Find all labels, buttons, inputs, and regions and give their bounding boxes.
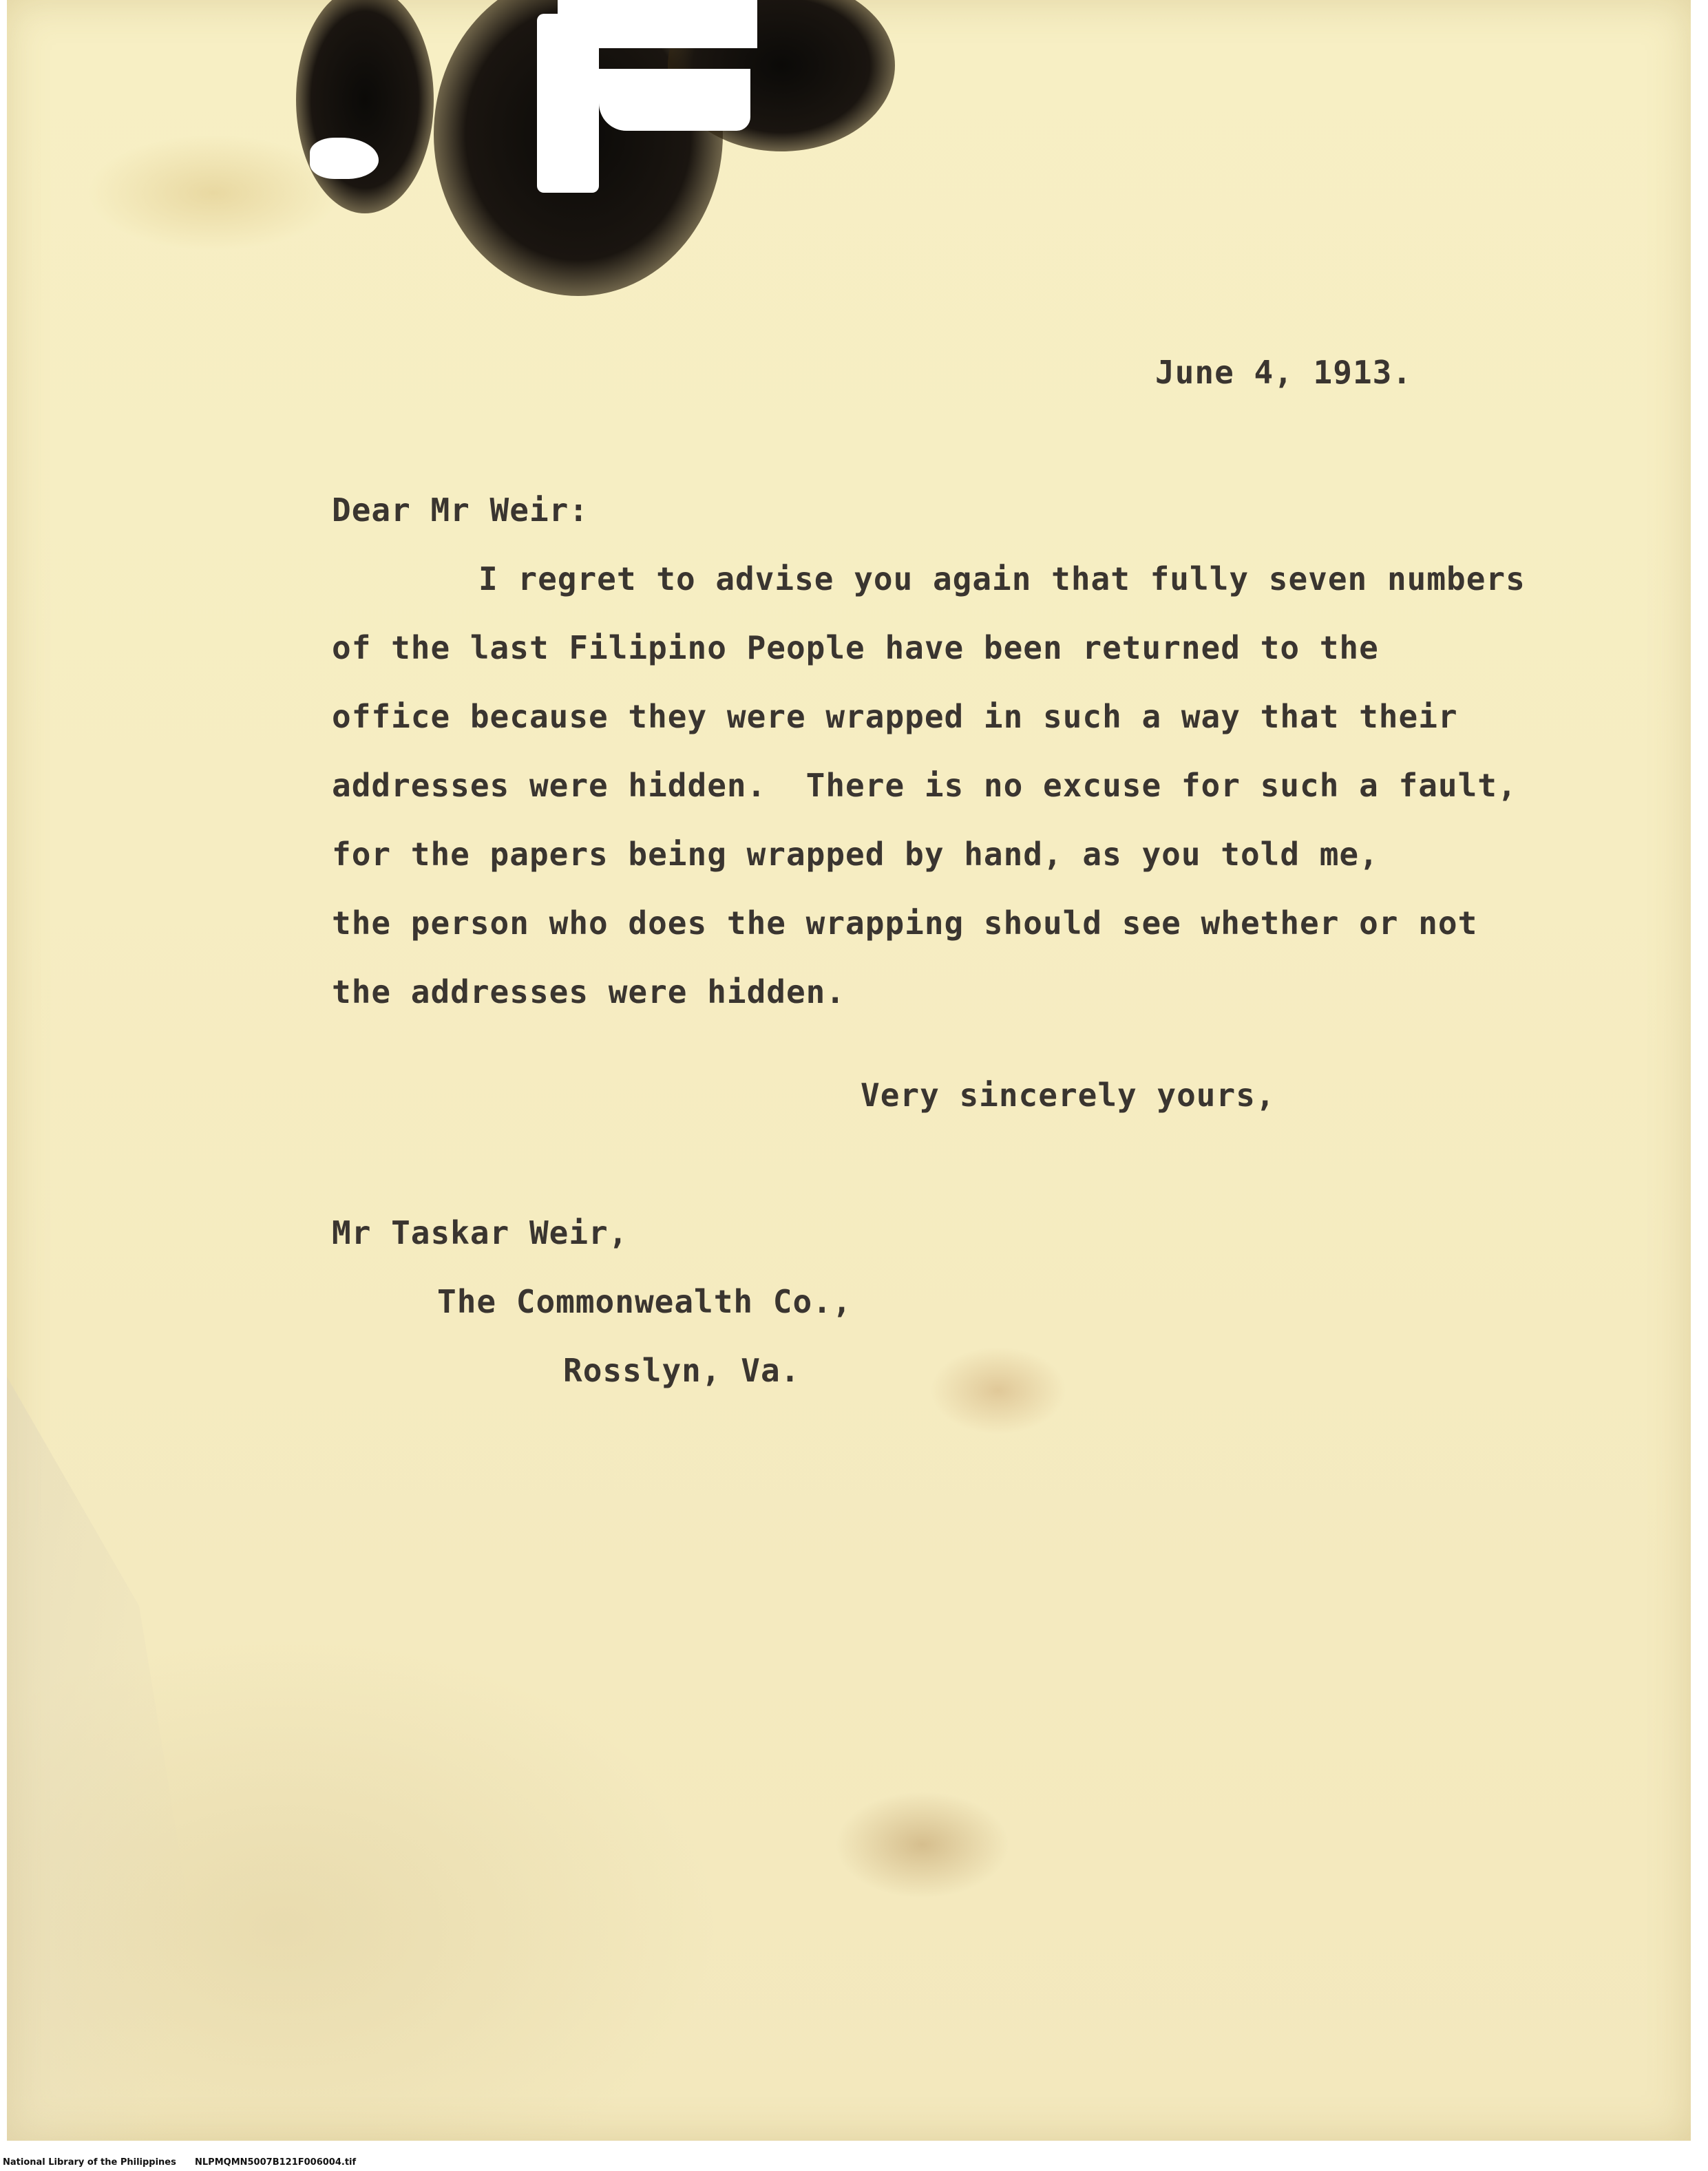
archive-footer [3,2157,356,2168]
burn-hole-right [599,69,750,131]
burn-mark-left [296,0,434,213]
recipient-name: Mr Taskar Weir, [332,1214,629,1251]
letter-page [7,0,1691,2141]
body-line-4: addresses were hidden. There is no excuse for such a fault, [332,767,1517,804]
body-line-5: for the papers being wrapped by hand, as you told me, [332,836,1379,873]
body-line-6: the person who does the wrapping should see whether or not [332,904,1478,942]
body-line-2: of the last Filipino People have been returned to the [332,629,1379,666]
file-id: NLPMQMN5007B121F006004.tif [195,2157,357,2168]
body-line-3: office because they were wrapped in such a way that their [332,698,1458,735]
archive-name: National Library of the Philippines [3,2157,176,2168]
recipient-company: The Commonwealth Co., [437,1283,852,1320]
recipient-location: Rosslyn, Va. [563,1352,801,1389]
burn-hole-top [558,0,757,48]
letter-closing: Very sincerely yours, [861,1077,1276,1114]
letter-date: June 4, 1913. [1155,354,1413,391]
body-line-7: the addresses were hidden. [332,973,846,1010]
body-line-1: I regret to advise you again that fully seven numbers [478,560,1526,597]
letter-salutation: Dear Mr Weir: [332,491,589,529]
